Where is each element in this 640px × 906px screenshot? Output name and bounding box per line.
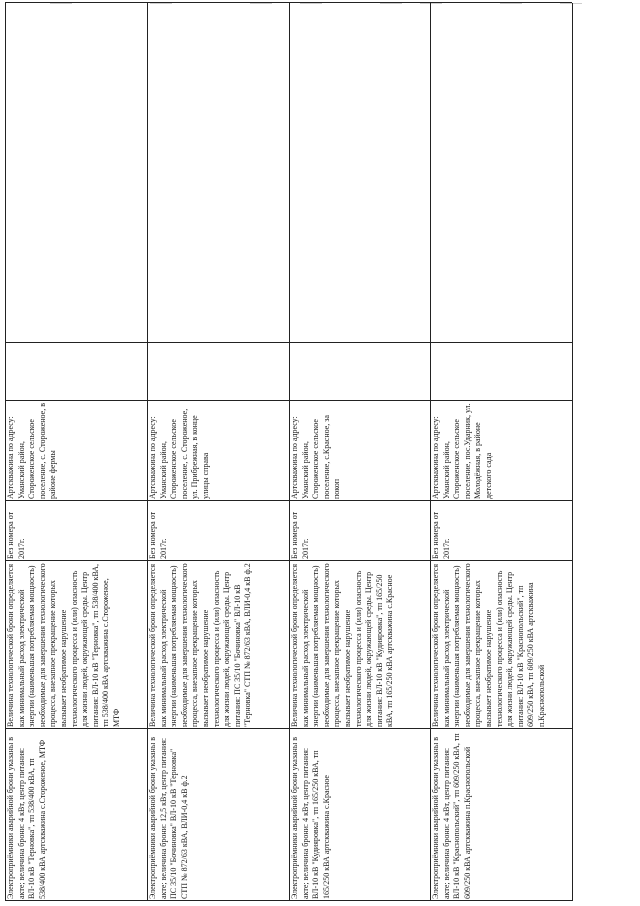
tech-armor-cell: Величина технологической брони определяется как минимальный расход электрической энергии (наименьшая потребляемая мощность) необходимые для завершения технологического процесса, внезапное прекращение которых вызывает необратимое нарушение технологического процесса и (или) опасность для жизни людей, окружающей среды. Центр питания: ВЛ-10 кВ "Краснопольский", тп 609/250 кВА, тп 609/250 кВА артскважина п.Краснопольской (431, 563, 546, 727)
table-border-line (5, 500, 572, 501)
table-border-line (5, 3, 6, 901)
emergency-armor-cell: Электроприёмники аварийной брони указаны в акте; величина брони: 4 кВт, центр питания: ВЛ-10 кВ "Терновка", тп 538/400 кВА, тп 538/400 кВА артскважина с.Стороженое, МТФ (6, 737, 47, 899)
emergency-armor-cell: Электроприёмники аварийной брони указаны в акте; величина брони: 4 кВт, центр питания: ВЛ-10 кВ "Краснопольский", тп 609/250 кВА, тп 609/250 кВА артскважина п.Краснопольской (431, 733, 472, 899)
emergency-armor-cell: Электроприёмники аварийной брони указаны в акте; величина брони: 4 кВт, центр питания: ВЛ-10 кВ "Кудияровка", тп 165/250 кВА, тп 165/250 кВА артскважина с.Красное (290, 737, 331, 899)
number-cell: Без номера от 2017г. (290, 511, 310, 559)
address-cell: Артскважина по адресу: Уманский район, Стороженское сельское поселение, с.Красное, за покоп (290, 415, 342, 499)
address-cell: Артскважина по адресу: Уманский район, Стороженское сельское поселение, с. Стороженое, в районе фермы (6, 403, 58, 499)
table-row (289, 0, 430, 906)
table-border-line (147, 3, 148, 901)
emergency-armor-cell: Электроприёмники аварийной брони указаны в акте; величина брони: 12,5 кВт, центр питания: ПС 35/10 "Бочиновка" ВЛ-10 кВ "Терновка" СТП № 872/63 кВА, ВЛИ-0,4 кВ ф.2 (148, 737, 189, 899)
tech-armor-cell: Величина технологической брони определяется как минимальный расход электрической энергии (наименьшая потребляемая мощность) необходимые для завершения технологического процесса, внезапное прекращение которых вызывает необратимое нарушение технологического процесса и (или) опасность для жизни людей, окружающей среды. Центр питания: ВЛ-10 кВ "Кудияровка", тп 165/250 кВА, тп 165/250 кВА артскважина с.Красное (290, 563, 395, 727)
table-border-line (5, 900, 572, 901)
address-cell: Артскважина по адресу: Уманский район, Стороженское сельское поселение, с. Стороженое, ул. Прибрежная, в конце улицы справа (148, 408, 210, 499)
table-border-line (5, 560, 572, 561)
number-cell: Без номера от 2017г. (6, 511, 26, 559)
table-border-line (289, 3, 290, 901)
table-border-line (5, 728, 572, 729)
table-border-line (5, 342, 572, 343)
table-row (430, 0, 572, 906)
number-cell: Без номера от 2017г. (148, 511, 168, 559)
number-cell: Без номера от 2017г. (431, 511, 451, 559)
table-border-line (572, 3, 573, 901)
tech-armor-cell: Величина технологической брони определяется как минимальный расход электрической энергии (наименьшая потребляемая мощность) необходимые для завершения технологического процесса, внезапное прекращение которых вызывает необратимое нарушение технологического процесса и (или) опасность для жизни людей, окружающей среды. Центр питания: ПС 35/10 "Бочиновка" ВЛ-10 кВ "Терновка" СТП № 872/63 кВА, ВЛИ-0,4 кВ ф.2 (148, 563, 253, 727)
table-border-line (430, 3, 431, 901)
tech-armor-cell: Величина технологической брони определяется как минимальный расход электрической энергии (наименьшая потребляемая мощность) необходимые для завершения технологического процесса, внезапное прекращение которых вызывает необратимое нарушение технологического процесса и (или) опасность для жизни людей, окружающей среды. Центр питания: ВЛ-10 кВ "Терновка", тп 538/400 кВА, тп 538/400 кВА артскважина с.Стороженое, МТФ (6, 563, 121, 727)
table-border-line (5, 2, 572, 3)
table-row (5, 0, 147, 906)
table-border-line (5, 400, 572, 401)
table-row (147, 0, 289, 906)
address-cell: Артскважина по адресу: Уманский район, Стороженское сельское поселение, пос.Ударник, ул. Молодёжная, в районе детского сада (431, 403, 493, 499)
